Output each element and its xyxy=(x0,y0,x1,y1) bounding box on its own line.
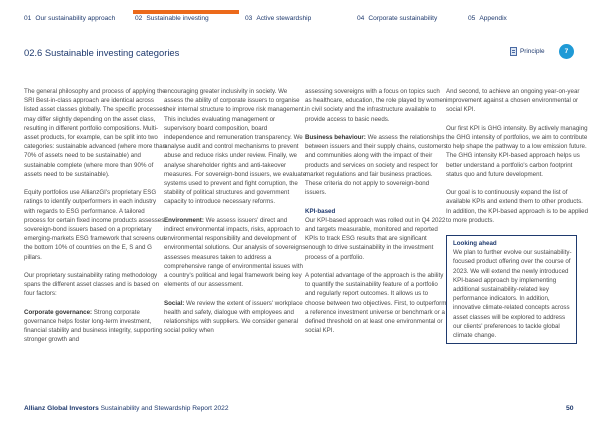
page-title: 02.6 Sustainable investing categories xyxy=(24,47,180,58)
footer-report-title: Sustainability and Stewardship Report 2022 xyxy=(98,405,229,412)
column-2 xyxy=(164,87,307,345)
looking-ahead-title: Looking ahead xyxy=(453,240,497,248)
principle-link[interactable] xyxy=(510,47,545,56)
paragraph xyxy=(164,299,307,336)
looking-ahead-box xyxy=(446,235,577,344)
nav-item-02[interactable] xyxy=(135,15,209,22)
kpi-heading: KPI-based xyxy=(305,207,336,215)
looking-ahead-text: We plan to further evolve our sustainability-focused product offering over the course of 2023. We will extend the newly introduced KPI-based approach by implementing additional sustainability-related key performance indicators. In addition, innovative climate-related concepts across asset classes will be explored to address our clients' preferences to tackle global climate change. xyxy=(453,249,572,340)
document-icon xyxy=(510,47,517,56)
factor-label: Corporate governance: xyxy=(24,308,93,316)
nav-label: Appendix xyxy=(479,15,507,22)
factor-label: Business behaviour: xyxy=(305,134,366,141)
factor-label: Social: xyxy=(164,299,185,307)
paragraph xyxy=(305,207,448,262)
paragraph: assessing sovereigns with a focus on topics such as healthcare, education, the role played by women in civil society and the infrastructure available to provide access to basic needs. xyxy=(305,88,447,123)
paragraph: And second, to achieve an ongoing year-on-year improvement against a chosen environmental or social KPI. xyxy=(446,88,580,114)
nav-item-03[interactable] xyxy=(245,15,311,22)
paragraph xyxy=(305,133,448,197)
top-navigation xyxy=(0,0,600,30)
nav-label: Active stewardship xyxy=(256,15,312,22)
footer xyxy=(24,405,229,412)
paragraph: Our first KPI is GHG intensity. By actively managing the GHG intensity of portfolios, we aim to contribute to help shape the pathway to a low emission future. The GHG intensity KPI-based approach helps us better understand a portfolio's carbon footprint status quo and future development. xyxy=(446,124,588,178)
factor-label: Environment: xyxy=(164,216,204,224)
paragraph: Our proprietary sustainability rating methodology spans the different asset classes and is based on four factors: xyxy=(24,272,160,298)
column-4 xyxy=(446,87,589,344)
page-number: 50 xyxy=(566,405,574,412)
nav-item-04[interactable] xyxy=(357,15,437,22)
paragraph-text: Strong corporate governance helps foster long-term investment, financial stability and business integrity, supporting stronger growth and xyxy=(24,308,163,344)
nav-label: Sustainable investing xyxy=(146,15,209,22)
nav-number: 02 xyxy=(135,15,143,22)
nav-item-01[interactable] xyxy=(24,15,115,22)
column-1 xyxy=(24,87,167,354)
principle-label: Principle xyxy=(520,48,545,55)
nav-number: 04 xyxy=(357,15,365,22)
column-3 xyxy=(305,87,448,345)
nav-label: Corporate sustainability xyxy=(368,15,438,22)
nav-number: 05 xyxy=(468,15,476,22)
paragraph-text: We assess the relationships between issuers and their supply chains, customers and communities along with the impact of their products and services on society and respect for market regulations and fair business practices. These criteria do not apply to sovereign-bond issuers. xyxy=(305,134,447,197)
paragraph: A potential advantage of the approach is the ability to quantify the sustainability feature of a portfolio and regularly report outcomes. It allows us to choose between two objectives. First, to outperform a reference investment universe or benchmark or a defined threshold on at least one environmental or social KPI. xyxy=(305,272,447,335)
principle-number-badge[interactable]: 7 xyxy=(559,44,574,59)
paragraph: Equity portfolios use AllianzGI's proprietary ESG ratings to identify outperformers in each industry with regards to ESG performance. A tailored process for certain fixed income products assesses sovereign-bond issuers based on a proprietary emerging-markets ESG framework that screens out the bottom 10% of countries on the E, S and G pillars. xyxy=(24,189,165,261)
nav-label: Our sustainability approach xyxy=(35,15,116,22)
nav-number: 03 xyxy=(245,15,253,22)
paragraph: Our goal is to continuously expand the list of available KPIs and extend them to other products. In addition, the KPI-based approach is to be applied to more products. xyxy=(446,189,589,224)
nav-number: 01 xyxy=(24,15,32,22)
paragraph xyxy=(24,308,167,345)
paragraph-text: We review the extent of issuers' workplace health and safety, dialogue with employees and relationships with suppliers. We consider general social policy when xyxy=(164,299,303,335)
paragraph-text: We assess issuers' direct and indirect environmental impacts, risks, approach to environmental responsibility and development of environmental solutions. Our analysis of sovereigns assesses measures taken to address a comprehensive range of environmental issues with a country's political and legal framework being key elements of our assessment. xyxy=(164,216,306,289)
paragraph: encouraging greater inclusivity in society. We assess the ability of corporate issuers to organise their internal structure to improve risk management. This includes evaluating management or supervisory board composition, board independence and remuneration transparency. We analyse audit and control mechanisms to prevent abuse and reduce risks under review. Finally, we analyse shareholder rights and anti-takeover measures. For sovereign-bond issuers, we evaluate systems used to prevent and fight corruption, the stability of political structures and government capacity to introduce necessary reforms. xyxy=(164,88,307,206)
active-section-indicator xyxy=(133,10,239,14)
paragraph-text: Our KPI-based approach was rolled out in Q4 2022 and targets measurable, monitored and reported KPIs to track ESG results that are significant enough to drive sustainability in the investment process of a portfolio. xyxy=(305,216,446,261)
paragraph: The general philosophy and process of applying the SRI Best-in-class approach are identical across listed asset classes globally. The specific processes may differ slightly depending on the asset class, resulting in different portfolio compositions. Multi-asset products, for example, can be split into two categories: sustainable advanced (where more than 70% of assets need to be sustainable) and sustainable complete (where more than 90% of assets need to be sustainable). xyxy=(24,88,167,178)
paragraph xyxy=(164,216,307,290)
nav-item-05[interactable] xyxy=(468,15,507,22)
footer-brand: Allianz Global Investors xyxy=(24,405,99,412)
